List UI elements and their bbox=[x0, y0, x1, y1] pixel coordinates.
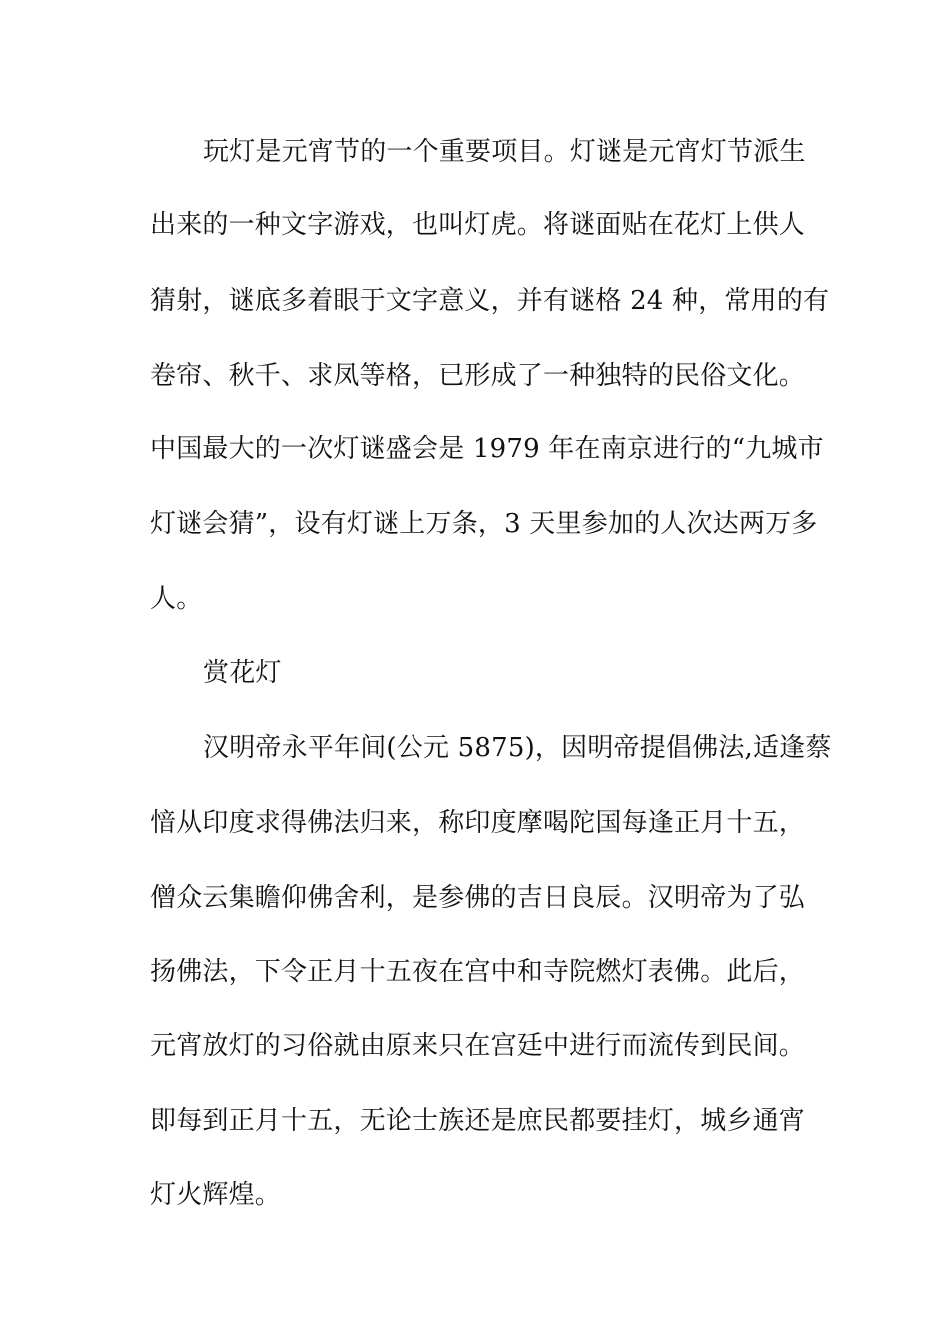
paragraph-1-line-6: 灯谜会猜”，设有灯谜上万条，3 天里参加的人次达两万多 bbox=[150, 509, 818, 539]
paragraph-1-line-7: 人。 bbox=[150, 584, 203, 614]
paragraph-1-line-1: 玩灯是元宵节的一个重要项目。灯谜是元宵灯节派生 bbox=[203, 137, 806, 167]
paragraph-2-line-6: 即每到正月十五，无论士族还是庶民都要挂灯，城乡通宵 bbox=[150, 1106, 806, 1136]
section-heading: 赏花灯 bbox=[203, 658, 282, 688]
paragraph-1-line-5: 中国最大的一次灯谜盛会是 1979 年在南京进行的“九城市 bbox=[150, 434, 824, 464]
paragraph-1-line-3: 猜射，谜底多着眼于文字意义，并有谜格 24 种，常用的有 bbox=[150, 286, 830, 316]
paragraph-2-line-2: 愔从印度求得佛法归来，称印度摩喝陀国每逢正月十五， bbox=[150, 808, 806, 838]
paragraph-2-line-1: 汉明帝永平年间(公元 5875)，因明帝提倡佛法,适逢蔡 bbox=[203, 733, 832, 763]
paragraph-2-line-3: 僧众云集瞻仰佛舍利，是参佛的吉日良辰。汉明帝为了弘 bbox=[150, 883, 806, 913]
paragraph-2-line-7: 灯火辉煌。 bbox=[150, 1180, 282, 1210]
paragraph-1-line-2: 出来的一种文字游戏，也叫灯虎。将谜面贴在花灯上供人 bbox=[150, 210, 806, 240]
paragraph-1-line-4: 卷帘、秋千、求凤等格，已形成了一种独特的民俗文化。 bbox=[150, 361, 806, 391]
paragraph-2-line-4: 扬佛法，下令正月十五夜在宫中和寺院燃灯表佛。此后， bbox=[150, 957, 806, 987]
paragraph-2-line-5: 元宵放灯的习俗就由原来只在宫廷中进行而流传到民间。 bbox=[150, 1031, 806, 1061]
